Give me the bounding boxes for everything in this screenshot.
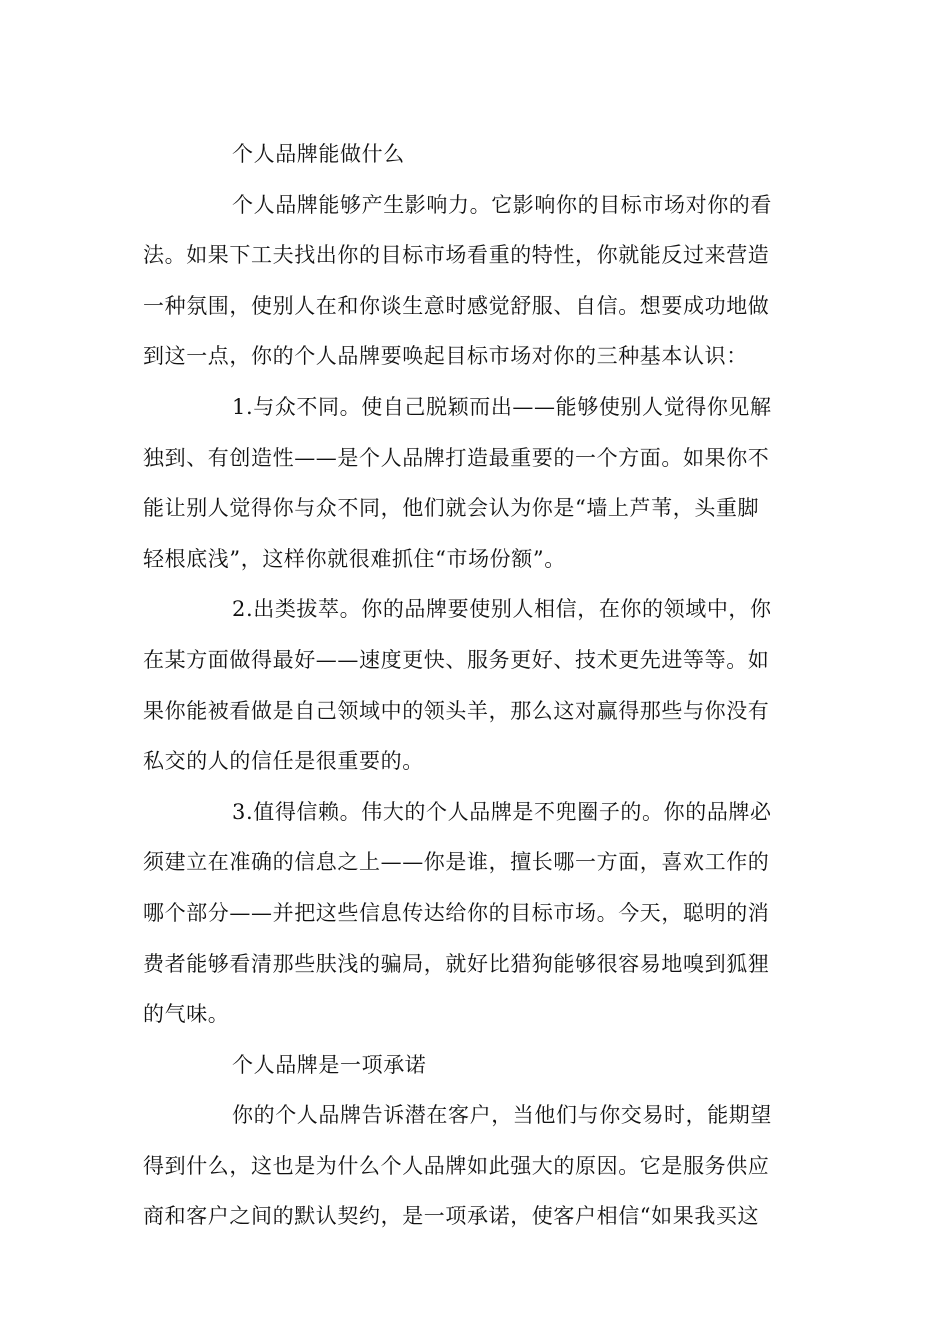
- section-heading: 个人品牌能做什么: [232, 142, 405, 166]
- paragraph-line: 果你能被看做是自己领域中的领头羊，那么这对赢得那些与你没有: [143, 698, 770, 723]
- paragraph-line: 哪个部分——并把这些信息传达给你的目标市场。今天，聪明的消: [143, 900, 770, 925]
- list-item: [143, 584, 799, 786]
- paragraph-line: 1.与众不同。使自己脱颖而出——能够使别人觉得你见解: [232, 394, 772, 419]
- paragraph-line: 独到、有创造性——是个人品牌打造最重要的一个方面。如果你不: [143, 445, 770, 470]
- paragraph-line: 私交的人的信任是很重要的。: [143, 749, 424, 774]
- paragraph: [143, 1090, 799, 1242]
- paragraph-line: 你的个人品牌告诉潜在客户，当他们与你交易时，能期望: [232, 1103, 772, 1128]
- paragraph-line: 2.出类拔萃。你的品牌要使别人相信，在你的领域中，你: [232, 597, 772, 622]
- paragraph-line: 个人品牌能够产生影响力。它影响你的目标市场对你的看: [232, 192, 772, 217]
- section-heading: 个人品牌是一项承诺: [232, 1052, 427, 1077]
- list-item: [143, 787, 799, 1040]
- paragraph-line: 在某方面做得最好——速度更快、服务更好、技术更先进等等。如: [143, 647, 770, 672]
- paragraph-line: 商和客户之间的默认契约，是一项承诺，使客户相信“如果我买这: [143, 1204, 760, 1229]
- paragraph-line: 的气味。: [143, 1002, 230, 1027]
- list-item: [143, 382, 799, 584]
- paragraph-line: 法。如果下工夫找出你的目标市场看重的特性，你就能反过来营造: [143, 243, 770, 268]
- document-body: [143, 129, 799, 1242]
- paragraph-line: 一种氛围，使别人在和你谈生意时感觉舒服、自信。想要成功地做: [143, 293, 770, 318]
- paragraph: [143, 180, 799, 382]
- paragraph-line: 能让别人觉得你与众不同，他们就会认为你是“墙上芦苇，头重脚: [143, 496, 760, 521]
- paragraph-line: 得到什么，这也是为什么个人品牌如此强大的原因。它是服务供应: [143, 1153, 770, 1178]
- paragraph-line: 费者能够看清那些肤浅的骗局，就好比猎狗能够很容易地嗅到狐狸: [143, 951, 770, 976]
- paragraph-line: 到这一点，你的个人品牌要唤起目标市场对你的三种基本认识：: [143, 344, 748, 369]
- paragraph-line: 3.值得信赖。伟大的个人品牌是不兜圈子的。你的品牌必: [232, 799, 772, 824]
- paragraph-line: 轻根底浅”，这样你就很难抓住“市场份额”。: [143, 546, 566, 571]
- paragraph-line: 须建立在准确的信息之上——你是谁，擅长哪一方面，喜欢工作的: [143, 850, 770, 875]
